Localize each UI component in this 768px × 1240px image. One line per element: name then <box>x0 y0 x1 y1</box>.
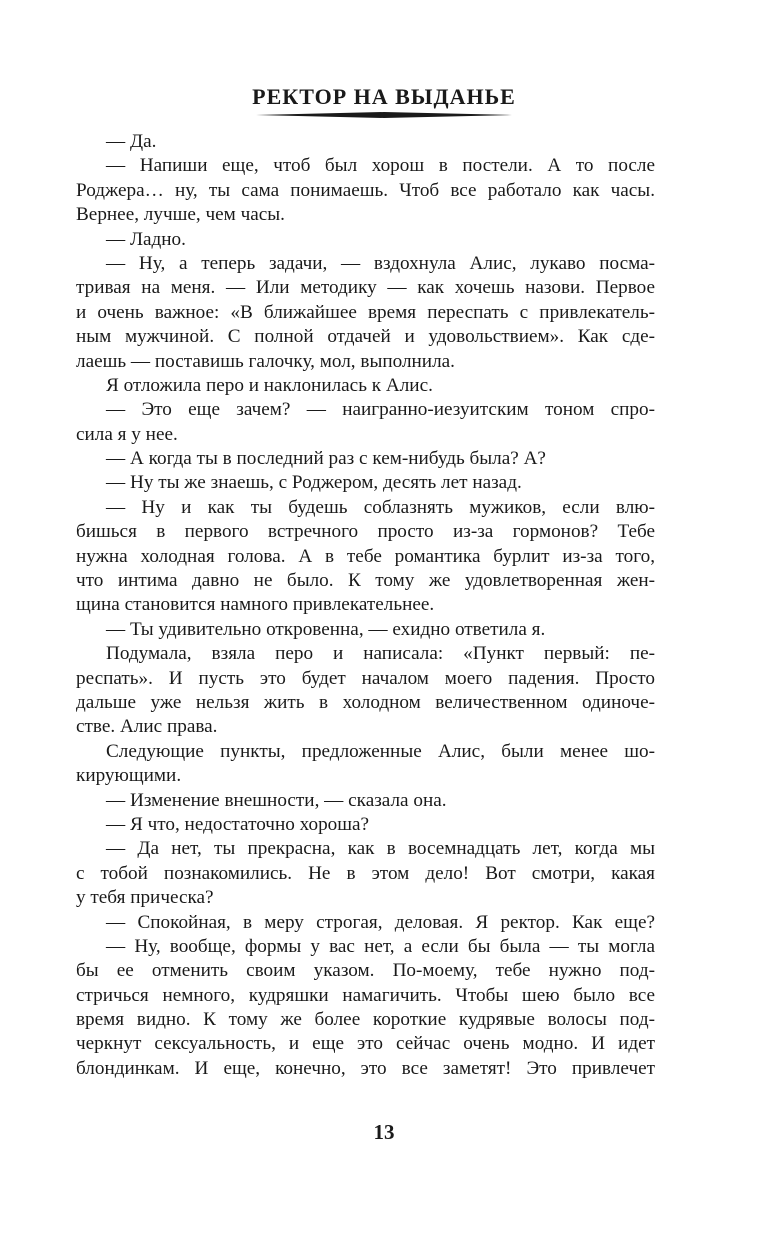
text-line: — А когда ты в последний раз с кем-нибудь была? А? <box>106 448 546 470</box>
text-line: — Ну ты же знаешь, с Роджером, десять лет назад. <box>106 472 522 494</box>
body-text <box>76 130 655 1081</box>
text-line: у тебя прическа? <box>76 887 214 909</box>
text-line: — Это еще зачем? — наигранно-иезуитским тоном спро- <box>106 399 655 421</box>
text-line: щина становится намного привлекательнее. <box>76 594 435 616</box>
running-header <box>0 84 768 110</box>
running-title: РЕКТОР НА ВЫДАНЬЕ <box>252 84 516 109</box>
text-line: с тобой познакомились. Не в этом дело! Вот смотри, какая <box>76 862 655 884</box>
text-line: Роджера… ну, ты сама понимаешь. Чтоб все работало как часы. <box>76 179 655 201</box>
text-line: — Напиши еще, чтоб был хорош в постели. А то после <box>106 155 655 177</box>
text-line: лаешь — поставишь галочку, мол, выполнила. <box>76 350 455 372</box>
text-line: дальше уже нельзя жить в холодном величественном одиноче- <box>76 691 655 713</box>
text-line: ным мужчиной. С полной отдачей и удовольствием». Как сде- <box>76 326 655 348</box>
text-line: — Да нет, ты прекрасна, как в восемнадцать лет, когда мы <box>106 838 655 860</box>
text-line: черкнут сексуальность, и еще это сейчас очень модно. И идет <box>76 1033 655 1055</box>
text-line: тривая на меня. — Или методику — как хочешь назови. Первое <box>76 277 655 299</box>
text-line: что интима давно не было. К тому же удовлетворенная жен- <box>76 570 655 592</box>
header-rule <box>256 112 512 118</box>
text-line: Подумала, взяла перо и написала: «Пункт первый: пе- <box>106 643 655 665</box>
text-line: блондинкам. И еще, конечно, это все заметят! Это привлечет <box>76 1057 655 1079</box>
text-line: Следующие пункты, предложенные Алис, были менее шо- <box>106 740 655 762</box>
text-line: — Ну и как ты будешь соблазнять мужиков, если влю- <box>106 496 655 518</box>
text-line: — Да. <box>106 131 157 152</box>
text-line: и очень важное: «В ближайшее время переспать с привлекатель- <box>76 301 655 323</box>
text-line: нужна холодная голова. А в тебе романтика бурлит из-за того, <box>76 545 655 567</box>
text-line: респать». И пусть это будет началом моего падения. Просто <box>76 667 655 689</box>
page-number: 13 <box>373 1120 395 1144</box>
text-line: — Спокойная, в меру строгая, деловая. Я ректор. Как еще? <box>106 911 655 933</box>
text-line: — Я что, недостаточно хороша? <box>106 813 370 835</box>
text-line: Я отложила перо и наклонилась к Алис. <box>106 374 433 396</box>
text-line: Вернее, лучше, чем часы. <box>76 204 285 226</box>
text-line: стве. Алис права. <box>76 716 218 738</box>
text-line: бы ее отменить своим указом. По-моему, тебе нужно под- <box>76 960 655 982</box>
text-line: бишься в первого встречного просто из-за гормонов? Тебе <box>76 521 655 543</box>
text-line: — Ладно. <box>106 228 186 250</box>
text-line: кирующими. <box>76 765 182 787</box>
text-line: — Ну, вообще, формы у вас нет, а если бы была — ты могла <box>106 935 655 957</box>
text-line: — Изменение внешности, — сказала она. <box>106 789 447 811</box>
text-line: — Ты удивительно откровенна, — ехидно ответила я. <box>106 618 546 640</box>
text-line: — Ну, а теперь задачи, — вздохнула Алис, лукаво посма- <box>106 252 655 274</box>
text-line: сила я у нее. <box>76 423 178 445</box>
text-line: время видно. К тому же более короткие кудрявые волосы под- <box>76 1009 655 1031</box>
text-line: стричься немного, кудряшки намагичить. Чтобы шею было все <box>76 984 655 1006</box>
